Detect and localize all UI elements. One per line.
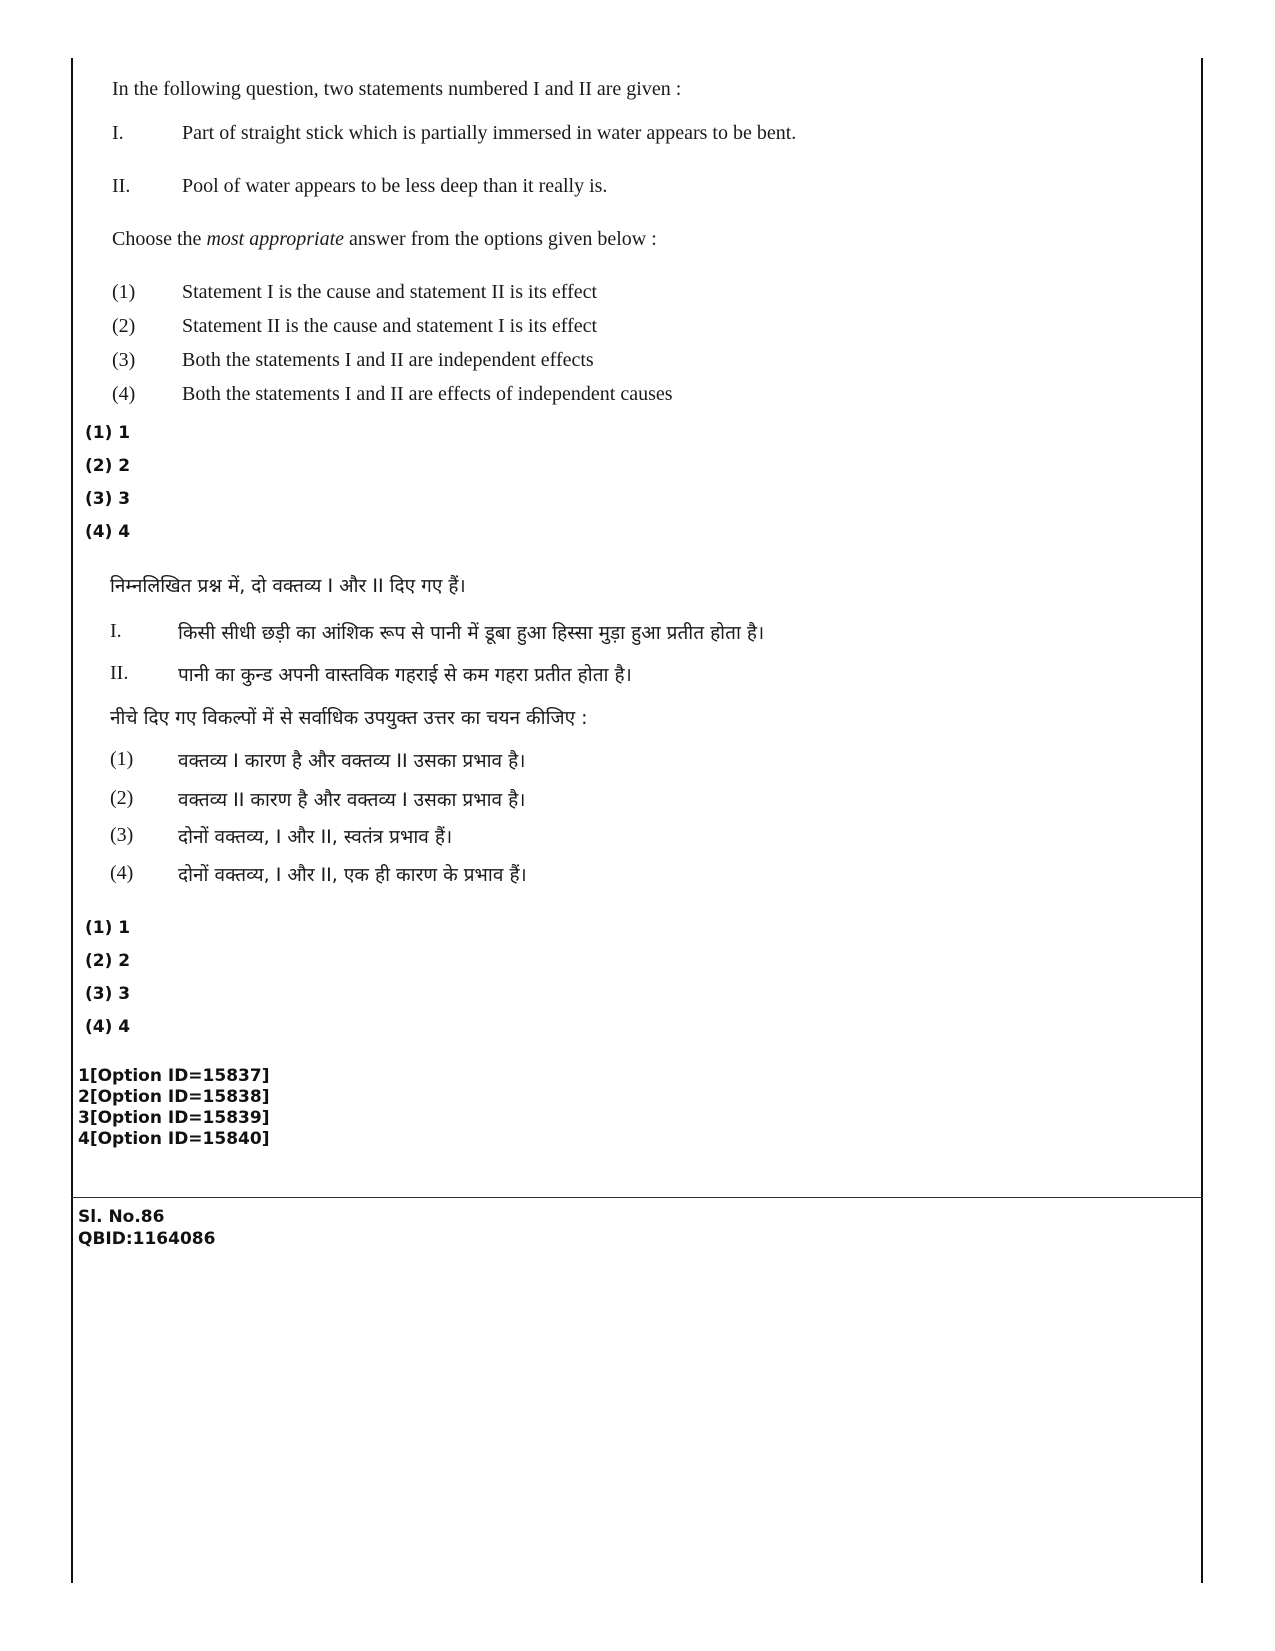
option-number: (2) bbox=[112, 315, 136, 337]
statement-text: Part of straight stick which is partially immersed in water appears to be bent. bbox=[182, 122, 797, 144]
answer-choice[interactable]: (4) 4 bbox=[85, 522, 131, 542]
serial-number: Sl. No.86 bbox=[78, 1207, 165, 1227]
option-number: (4) bbox=[110, 862, 134, 884]
option-number: (3) bbox=[112, 349, 136, 371]
option-number: (3) bbox=[110, 824, 134, 846]
hindi-option-text: वक्तव्य II कारण है और वक्तव्य I उसका प्रभाव है। bbox=[178, 789, 526, 811]
option-id: 2[Option ID=15838] bbox=[78, 1087, 270, 1107]
answer-choice[interactable]: (3) 3 bbox=[85, 984, 131, 1004]
left-border-line bbox=[71, 58, 73, 1583]
hindi-option-text: दोनों वक्तव्य, I और II, एक ही कारण के प्रभाव हैं। bbox=[178, 864, 527, 886]
statement-number: I. bbox=[112, 122, 124, 144]
hindi-option-text: दोनों वक्तव्य, I और II, स्वतंत्र प्रभाव हैं। bbox=[178, 826, 453, 848]
option-id: 4[Option ID=15840] bbox=[78, 1129, 270, 1149]
right-border-line bbox=[1201, 58, 1203, 1583]
statement-number: II. bbox=[112, 175, 131, 197]
option-number: (2) bbox=[110, 787, 134, 809]
hindi-statement-text: किसी सीधी छड़ी का आंशिक रूप से पानी में डूबा हुआ हिस्सा मुड़ा हुआ प्रतीत होता है। bbox=[178, 622, 765, 644]
option-id: 1[Option ID=15837] bbox=[78, 1066, 270, 1086]
instruction-part: answer from the options given below : bbox=[344, 228, 657, 250]
answer-choice[interactable]: (1) 1 bbox=[85, 423, 131, 443]
option-text: Statement II is the cause and statement I is its effect bbox=[182, 315, 598, 337]
option-number: (1) bbox=[112, 281, 136, 303]
option-text: Both the statements I and II are effects of independent causes bbox=[182, 383, 673, 405]
question-divider bbox=[71, 1197, 1203, 1198]
instruction-emphasis: most appropriate bbox=[206, 228, 345, 250]
hindi-option-text: वक्तव्य I कारण है और वक्तव्य II उसका प्रभाव है। bbox=[178, 750, 526, 772]
hindi-instruction: नीचे दिए गए विकल्पों में से सर्वाधिक उपयुक्त उत्तर का चयन कीजिए : bbox=[110, 707, 588, 729]
qbid: QBID:1164086 bbox=[78, 1229, 216, 1249]
option-text: Both the statements I and II are independent effects bbox=[182, 349, 594, 371]
option-number: (1) bbox=[110, 748, 134, 770]
answer-choice[interactable]: (3) 3 bbox=[85, 489, 131, 509]
option-id: 3[Option ID=15839] bbox=[78, 1108, 270, 1128]
statement-text: Pool of water appears to be less deep than it really is. bbox=[182, 175, 608, 197]
instruction bbox=[112, 228, 657, 251]
answer-choice[interactable]: (4) 4 bbox=[85, 1017, 131, 1037]
question-intro: In the following question, two statements numbered I and II are given : bbox=[112, 78, 682, 100]
answer-choice[interactable]: (1) 1 bbox=[85, 918, 131, 938]
statement-number: I. bbox=[110, 620, 122, 642]
hindi-statement-text: पानी का कुन्ड अपनी वास्तविक गहराई से कम गहरा प्रतीत होता है। bbox=[178, 664, 632, 686]
hindi-question-intro: निम्नलिखित प्रश्न में, दो वक्तव्य I और II दिए गए हैं। bbox=[110, 575, 466, 597]
instruction-part: Choose the bbox=[112, 228, 207, 250]
answer-choice[interactable]: (2) 2 bbox=[85, 456, 131, 476]
statement-number: II. bbox=[110, 662, 129, 684]
answer-choice[interactable]: (2) 2 bbox=[85, 951, 131, 971]
option-text: Statement I is the cause and statement II is its effect bbox=[182, 281, 598, 303]
option-number: (4) bbox=[112, 383, 136, 405]
